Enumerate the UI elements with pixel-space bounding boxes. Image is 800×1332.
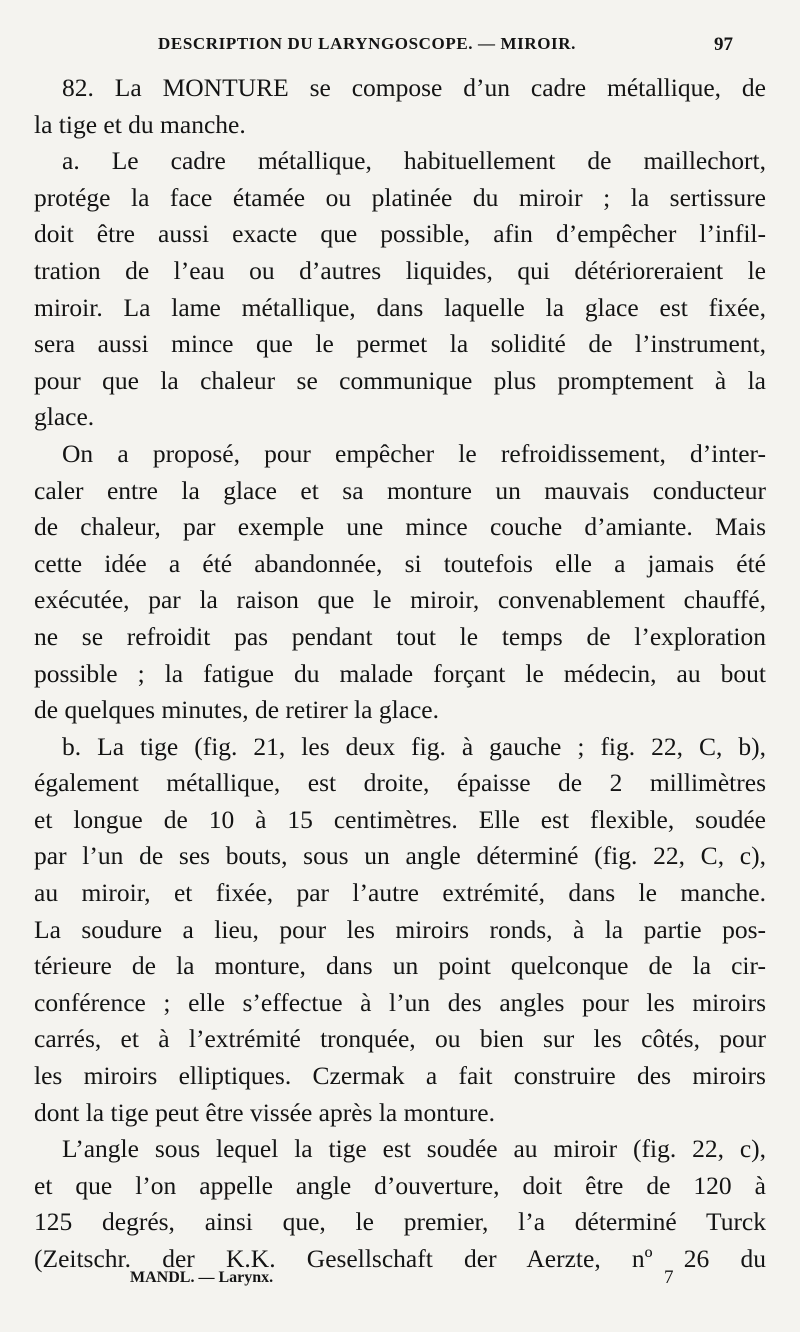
- text-line: a. Le cadre métallique, habituellement de maillechort,: [62, 146, 766, 176]
- text-line: ne se refroidit pas pendant tout le temps de l’exploration: [34, 621, 766, 651]
- text-line: caler entre la glace et sa monture un mauvais conducteur: [34, 475, 766, 505]
- page-number: 97: [714, 34, 733, 55]
- text-line: cette idée a été abandonnée, si toutefois elle a jamais été: [34, 548, 766, 578]
- body-text: [34, 70, 766, 1278]
- text-line: par l’un de ses bouts, sous un angle déterminé (fig. 22, C, c),: [34, 841, 766, 871]
- running-header: DESCRIPTION DU LARYNGOSCOPE. — MIROIR.: [158, 34, 576, 53]
- text-line: carrés, et à l’extrémité tronquée, ou bien sur les côtés, pour: [34, 1024, 766, 1054]
- text-line: L’angle sous lequel la tige est soudée au miroir (fig. 22, c),: [62, 1134, 766, 1164]
- text-line: tration de l’eau ou d’autres liquides, qui détérioreraient le: [34, 255, 766, 285]
- text-line: et que l’on appelle angle d’ouverture, doit être de 120 à: [34, 1170, 766, 1200]
- text-line: térieure de la monture, dans un point quelconque de la cir-: [34, 951, 766, 981]
- text-line: b. La tige (fig. 21, les deux fig. à gauche ; fig. 22, C, b),: [62, 731, 766, 761]
- signature-mark: 7: [664, 1267, 674, 1288]
- text-line: protége la face étamée ou platinée du miroir ; la sertissure: [34, 182, 766, 212]
- text-line: La soudure a lieu, pour les miroirs ronds, à la partie pos-: [34, 914, 766, 944]
- text-line: la tige et du manche.: [34, 109, 246, 139]
- text-line: et longue de 10 à 15 centimètres. Elle est flexible, soudée: [34, 804, 766, 834]
- text-line: exécutée, par la raison que le miroir, convenablement chauffé,: [34, 585, 766, 615]
- text-line: dont la tige peut être vissée après la monture.: [34, 1097, 495, 1127]
- text-line: conférence ; elle s’effectue à l’un des angles pour les miroirs: [34, 987, 766, 1017]
- text-line: 82. La MONTURE se compose d’un cadre métallique, de: [62, 73, 766, 102]
- text-line: sera aussi mince que le permet la solidité de l’instrument,: [34, 329, 766, 359]
- text-line: (Zeitschr. der K.K. Gesellschaft der Aerzte, nº 26 du: [34, 1244, 766, 1273]
- text-line: possible ; la fatigue du malade forçant le médecin, au bout: [34, 658, 766, 688]
- text-line: également métallique, est droite, épaisse de 2 millimètres: [34, 768, 766, 798]
- text-line: de chaleur, par exemple une mince couche d’amiante. Mais: [34, 512, 766, 542]
- text-line: On a proposé, pour empêcher le refroidissement, d’inter-: [62, 438, 766, 468]
- footer-author: MANDL. — Larynx.: [130, 1269, 274, 1286]
- text-line: glace.: [34, 402, 95, 432]
- text-line: pour que la chaleur se communique plus promptement à la: [34, 365, 766, 395]
- text-line: de quelques minutes, de retirer la glace.: [34, 695, 439, 725]
- text-line: au miroir, et fixée, par l’autre extrémité, dans le manche.: [34, 878, 766, 908]
- text-line: les miroirs elliptiques. Czermak a fait construire des miroirs: [34, 1061, 766, 1091]
- text-line: 125 degrés, ainsi que, le premier, l’a déterminé Turck: [34, 1207, 766, 1237]
- text-line: miroir. La lame métallique, dans laquelle la glace est fixée,: [34, 292, 766, 322]
- text-line: doit être aussi exacte que possible, afin d’empêcher l’infil-: [34, 219, 766, 249]
